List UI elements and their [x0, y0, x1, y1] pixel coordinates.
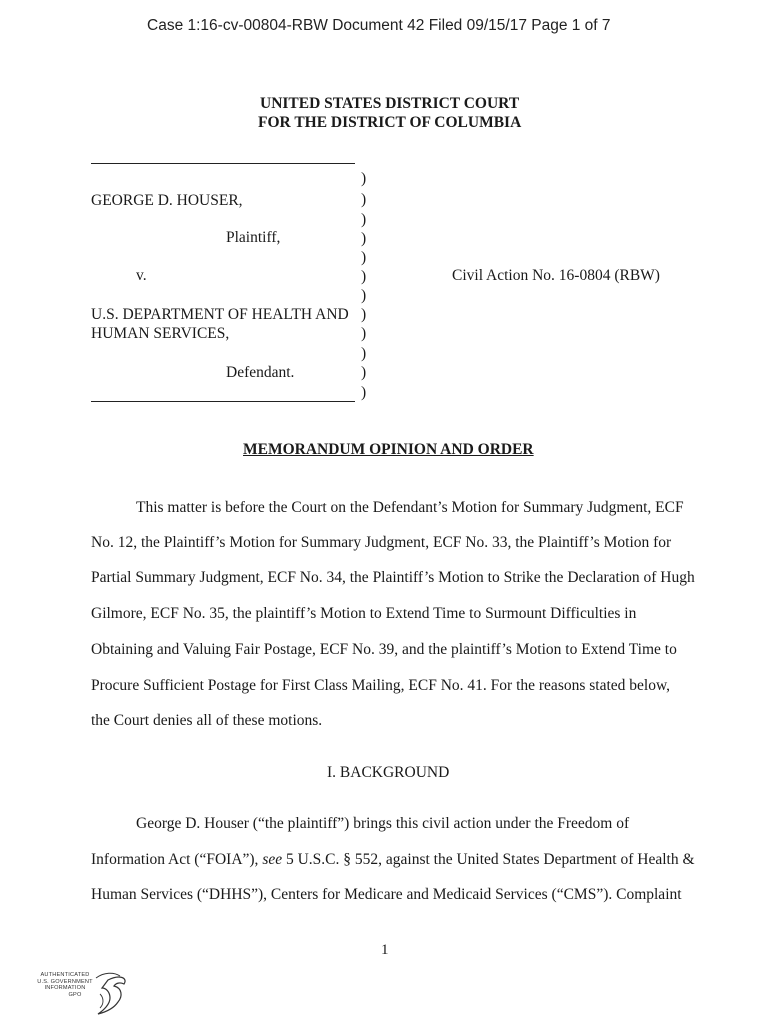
court-name-line1: UNITED STATES DISTRICT COURT	[260, 95, 520, 112]
caption-paren: )	[361, 384, 367, 401]
caption-paren: )	[361, 345, 367, 362]
body-line: No. 12, the Plaintiff’s Motion for Summary Judgment, ECF No. 33, the Plaintiff’s Motion for	[91, 534, 672, 551]
caption-bottom-rule	[91, 401, 355, 402]
civil-action-number: Civil Action No. 16-0804 (RBW)	[452, 267, 660, 284]
caption-paren: )	[361, 230, 367, 247]
caption-paren: )	[361, 364, 367, 381]
seal-line: AUTHENTICATED	[40, 972, 90, 978]
body-line: Gilmore, ECF No. 35, the plaintiff’s Motion to Extend Time to Surmount Difficulties in	[91, 605, 637, 622]
caption-paren: )	[361, 306, 367, 323]
section-heading: I. BACKGROUND	[327, 764, 450, 781]
defendant-role: Defendant.	[226, 364, 295, 381]
case-header: Case 1:16-cv-00804-RBW Document 42 Filed 09/15/17 Page 1 of 7	[147, 17, 611, 34]
caption-paren: )	[361, 287, 367, 304]
body-line: the Court denies all of these motions.	[91, 712, 323, 729]
plaintiff-role: Plaintiff,	[226, 229, 281, 246]
seal-line: GPO	[68, 991, 82, 998]
plaintiff-name: GEORGE D. HOUSER,	[91, 192, 243, 209]
court-name-line2: FOR THE DISTRICT OF COLUMBIA	[258, 114, 522, 131]
body-line: Partial Summary Judgment, ECF No. 34, the Plaintiff’s Motion to Strike the Declaration of Hugh	[91, 569, 695, 586]
versus: v.	[136, 267, 147, 284]
seal-line: U.S. GOVERNMENT	[37, 978, 93, 985]
body-line: Procure Sufficient Postage for First Class Mailing, ECF No. 41. For the reasons stated below,	[91, 677, 671, 694]
caption-paren: )	[361, 211, 367, 228]
caption-paren: )	[361, 191, 367, 208]
body-text: 5 U.S.C. § 552, against the United States Department of Health &	[282, 851, 695, 868]
caption-paren: )	[361, 170, 367, 187]
body-line: Human Services (“DHHS”), Centers for Medicare and Medicaid Services (“CMS”). Complaint	[91, 886, 682, 903]
defendant-name-line2: HUMAN SERVICES,	[91, 325, 230, 342]
page-number: 1	[381, 942, 389, 958]
caption-top-rule	[91, 163, 355, 164]
body-line: Obtaining and Valuing Fair Postage, ECF No. 39, and the plaintiff’s Motion to Extend Time to	[91, 641, 677, 658]
body-line: This matter is before the Court on the Defendant’s Motion for Summary Judgment, ECF	[136, 499, 684, 516]
caption-paren: )	[361, 268, 367, 285]
seal-line: INFORMATION	[44, 985, 86, 992]
gpo-authentication-seal	[30, 970, 130, 1016]
caption-paren: )	[361, 325, 367, 342]
citation-signal: see	[262, 851, 283, 868]
seal-text	[30, 972, 100, 998]
document-title: MEMORANDUM OPINION AND ORDER	[243, 441, 534, 458]
body-line	[91, 851, 695, 869]
body-line: George D. Houser (“the plaintiff”) brings this civil action under the Freedom of	[136, 815, 630, 832]
body-text: Information Act (“FOIA”),	[91, 851, 263, 868]
defendant-name-line1: U.S. DEPARTMENT OF HEALTH AND	[91, 306, 349, 323]
caption-paren: )	[361, 249, 367, 266]
